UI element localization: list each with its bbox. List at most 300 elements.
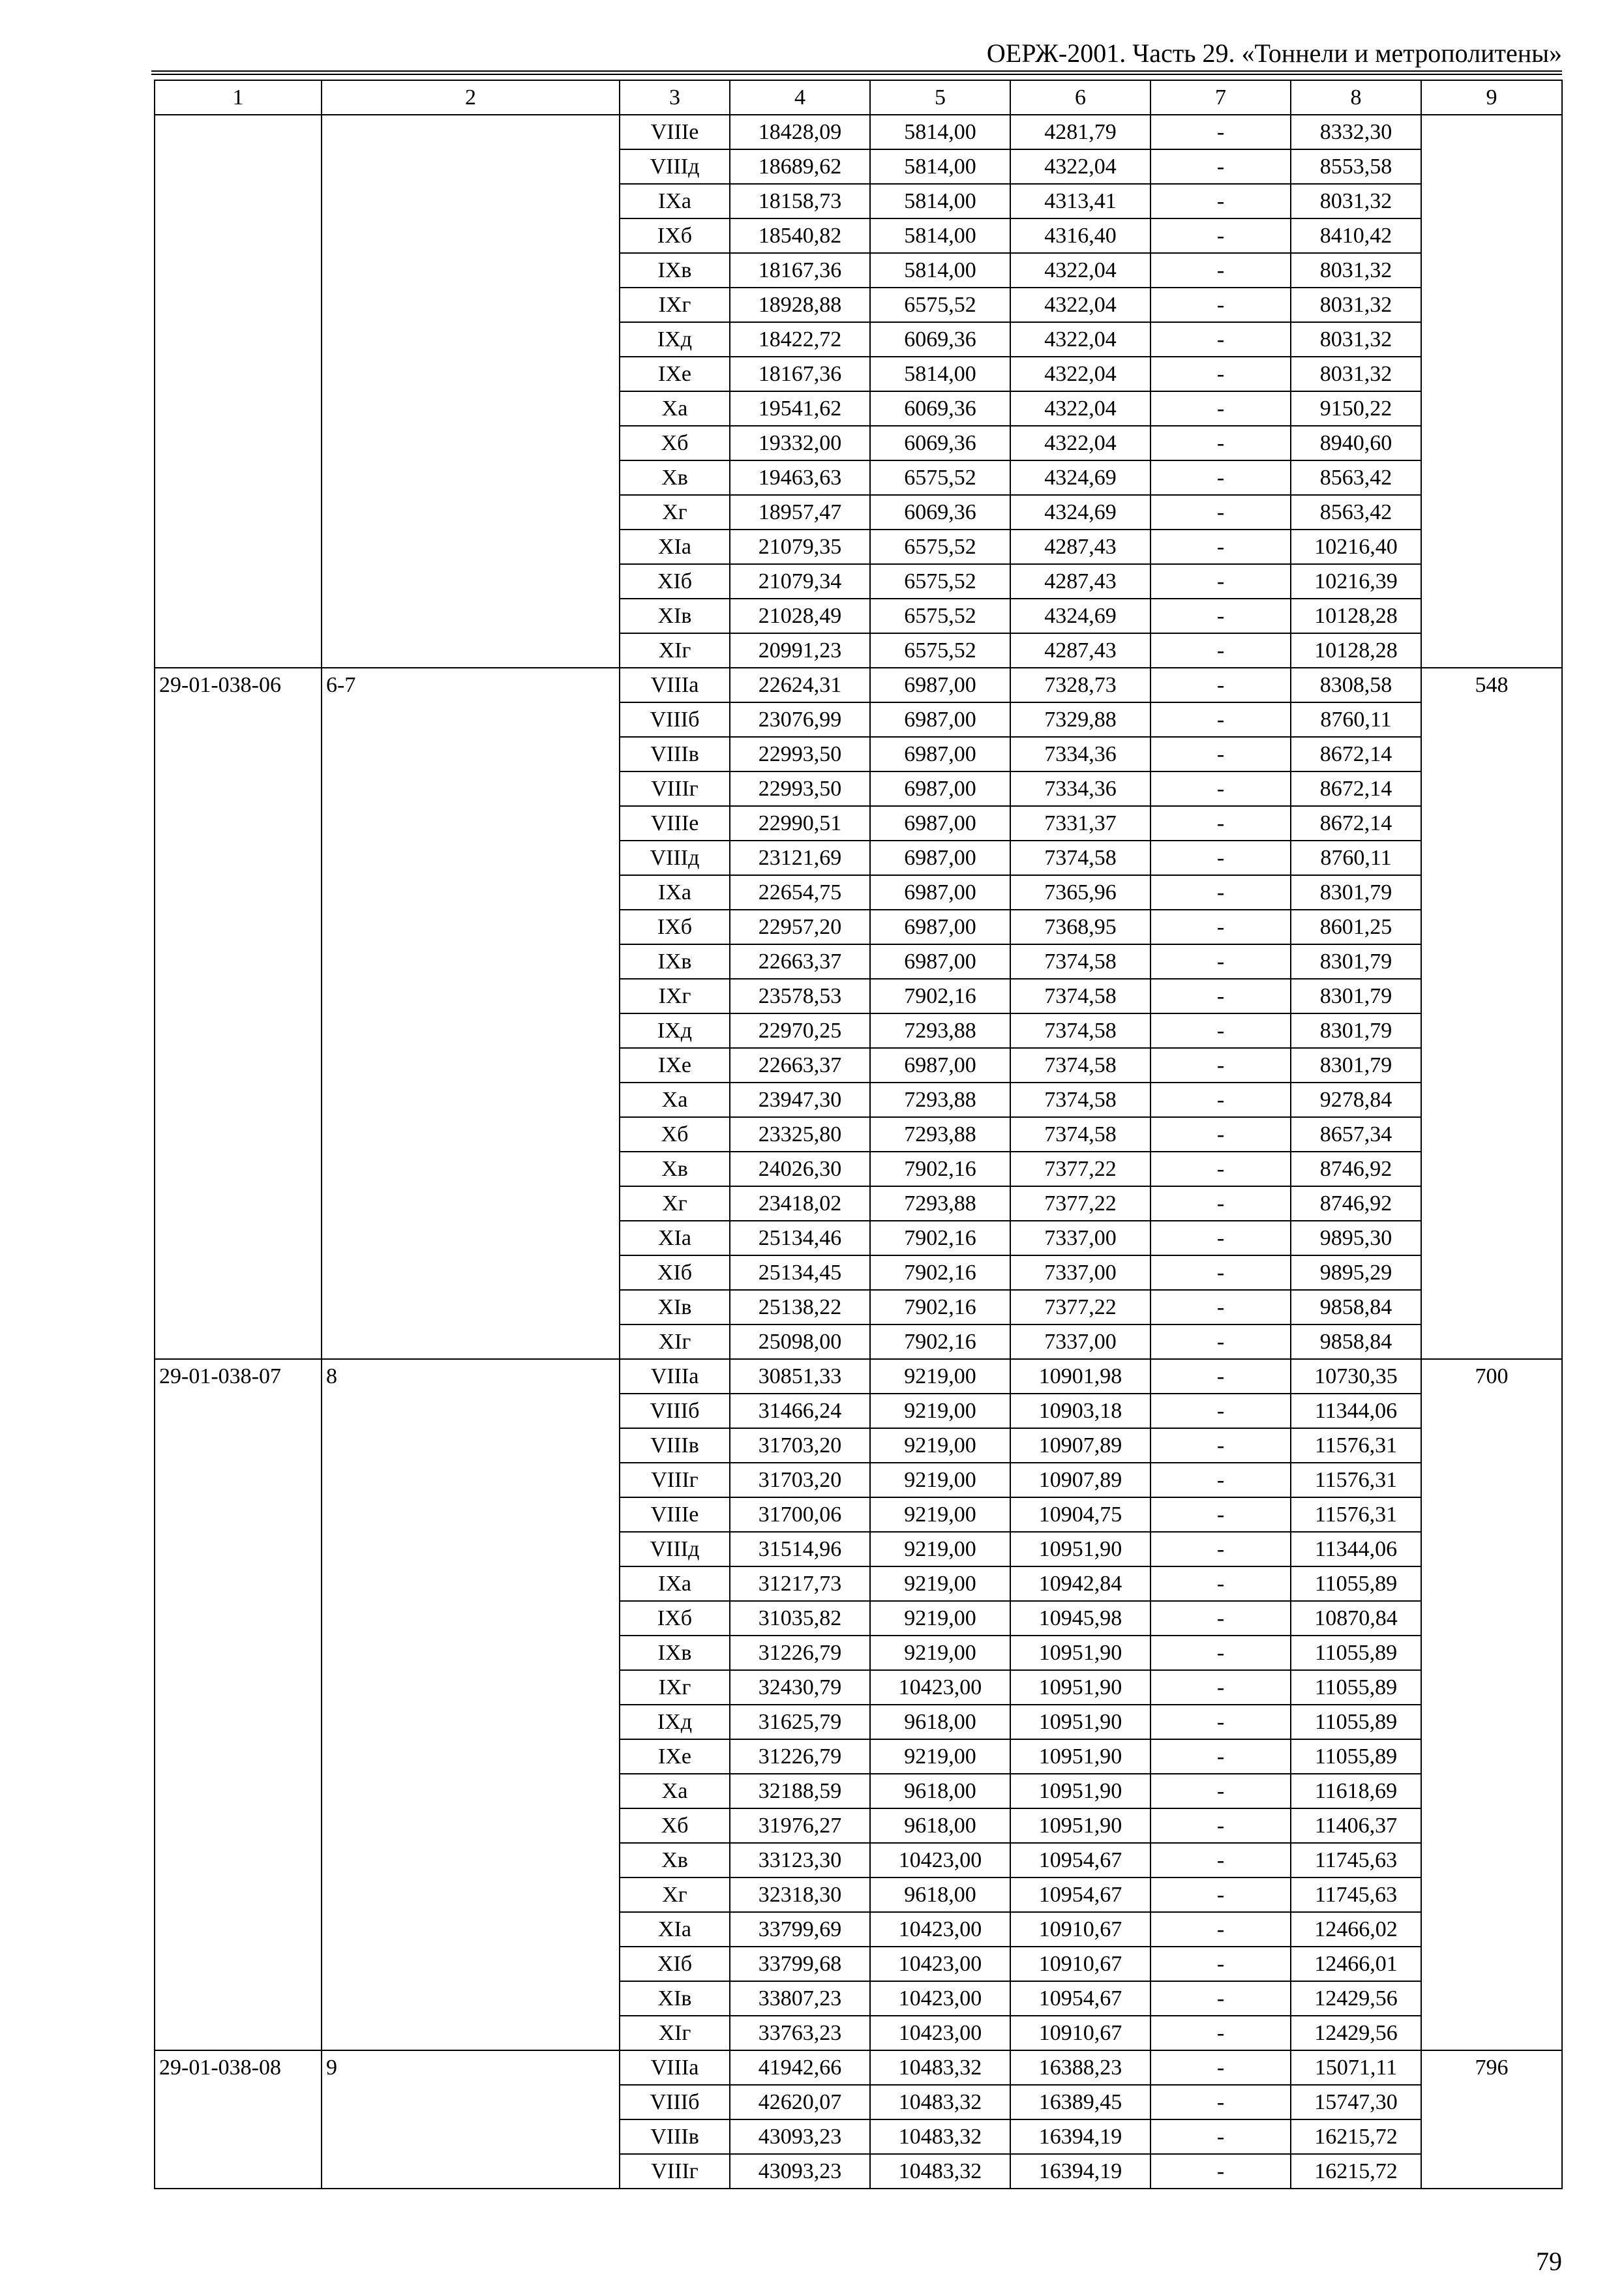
table-cell: 31217,73: [730, 1566, 870, 1601]
table-cell: 4322,04: [1010, 391, 1150, 426]
table-cell: 7902,16: [870, 1221, 1010, 1255]
table-cell: -: [1150, 1566, 1291, 1601]
table-cell: 32318,30: [730, 1878, 870, 1912]
table-cell: 6575,52: [870, 564, 1010, 599]
table-cell: 22993,50: [730, 737, 870, 771]
table-cell: 31514,96: [730, 1532, 870, 1566]
norm-code-cell: 29-01-038-08: [155, 2050, 322, 2189]
table-cell: 22970,25: [730, 1013, 870, 1048]
table-cell: 9219,00: [870, 1532, 1010, 1566]
table-cell: -: [1150, 2119, 1291, 2154]
table-cell: 18957,47: [730, 495, 870, 530]
table-cell: 7337,00: [1010, 1324, 1150, 1359]
table-cell: -: [1150, 1359, 1291, 1394]
table-cell: 23076,99: [730, 702, 870, 737]
table-cell: -: [1150, 1705, 1291, 1739]
table-cell: 8657,34: [1291, 1117, 1421, 1152]
table-cell: 7374,58: [1010, 944, 1150, 979]
table-cell: 7337,00: [1010, 1221, 1150, 1255]
table-cell: 6575,52: [870, 530, 1010, 564]
column-header: 4: [730, 80, 870, 115]
table-cell: 5814,00: [870, 253, 1010, 288]
table-cell: Ха: [620, 391, 730, 426]
table-cell: -: [1150, 357, 1291, 391]
table-cell: ХIг: [620, 1324, 730, 1359]
table-cell: 8301,79: [1291, 875, 1421, 910]
table-cell: 18167,36: [730, 253, 870, 288]
table-cell: 10951,90: [1010, 1808, 1150, 1843]
table-cell: 33763,23: [730, 2016, 870, 2050]
table-cell: 8031,32: [1291, 184, 1421, 218]
table-cell: 9150,22: [1291, 391, 1421, 426]
table-cell: 4322,04: [1010, 253, 1150, 288]
table-cell: 7329,88: [1010, 702, 1150, 737]
table-cell: Ха: [620, 1774, 730, 1808]
table-cell: -: [1150, 1324, 1291, 1359]
table-cell: 7331,37: [1010, 806, 1150, 841]
table-cell: -: [1150, 1636, 1291, 1670]
table-cell: 8301,79: [1291, 979, 1421, 1013]
table-cell: 21028,49: [730, 599, 870, 633]
table-cell: 25134,45: [730, 1255, 870, 1290]
table-cell: 18928,88: [730, 288, 870, 322]
table-cell: 16389,45: [1010, 2085, 1150, 2119]
table-cell: IХб: [620, 910, 730, 944]
norm-param-cell: 8: [322, 1359, 620, 2050]
table-cell: 22993,50: [730, 771, 870, 806]
table-cell: -: [1150, 149, 1291, 184]
table-cell: 16394,19: [1010, 2119, 1150, 2154]
table-cell: VIIIа: [620, 1359, 730, 1394]
table-cell: 6987,00: [870, 737, 1010, 771]
table-cell: 21079,35: [730, 530, 870, 564]
norm-code-cell: [155, 115, 322, 668]
table-cell: 7328,73: [1010, 668, 1150, 702]
table-cell: ХIв: [620, 1290, 730, 1324]
table-cell: 6987,00: [870, 806, 1010, 841]
table-cell: 7293,88: [870, 1083, 1010, 1117]
table-cell: 10904,75: [1010, 1497, 1150, 1532]
table-cell: 6987,00: [870, 771, 1010, 806]
table-cell: 5814,00: [870, 149, 1010, 184]
table-cell: VIIIа: [620, 2050, 730, 2085]
table-cell: -: [1150, 1497, 1291, 1532]
table-cell: 10907,89: [1010, 1463, 1150, 1497]
table-cell: 5814,00: [870, 115, 1010, 149]
table-cell: -: [1150, 979, 1291, 1013]
table-cell: 11055,89: [1291, 1705, 1421, 1739]
table-cell: 8031,32: [1291, 288, 1421, 322]
table-cell: 25098,00: [730, 1324, 870, 1359]
table-cell: ХIб: [620, 1255, 730, 1290]
table-cell: -: [1150, 1912, 1291, 1947]
table-cell: 10910,67: [1010, 2016, 1150, 2050]
column-header: 7: [1150, 80, 1291, 115]
table-cell: 6987,00: [870, 910, 1010, 944]
table-cell: 6069,36: [870, 426, 1010, 460]
table-cell: Хв: [620, 1152, 730, 1186]
table-cell: 10951,90: [1010, 1636, 1150, 1670]
table-cell: -: [1150, 530, 1291, 564]
table-cell: ХIв: [620, 599, 730, 633]
table-cell: -: [1150, 1878, 1291, 1912]
table-cell: -: [1150, 1290, 1291, 1324]
table-cell: -: [1150, 1117, 1291, 1152]
price-table: [154, 80, 1563, 2189]
table-cell: 32430,79: [730, 1670, 870, 1705]
table-cell: 8031,32: [1291, 357, 1421, 391]
table-cell: 9858,84: [1291, 1324, 1421, 1359]
table-cell: IХа: [620, 1566, 730, 1601]
table-cell: -: [1150, 288, 1291, 322]
column-header: 6: [1010, 80, 1150, 115]
table-cell: -: [1150, 1670, 1291, 1705]
table-cell: ХIа: [620, 1221, 730, 1255]
table-cell: 7374,58: [1010, 1117, 1150, 1152]
table-cell: 4322,04: [1010, 322, 1150, 357]
table-cell: 4316,40: [1010, 218, 1150, 253]
table-cell: 10951,90: [1010, 1670, 1150, 1705]
table-cell: 16388,23: [1010, 2050, 1150, 2085]
table-cell: -: [1150, 875, 1291, 910]
table-cell: 9219,00: [870, 1601, 1010, 1636]
table-cell: 10423,00: [870, 2016, 1010, 2050]
table-cell: IХг: [620, 979, 730, 1013]
table-cell: 9219,00: [870, 1739, 1010, 1774]
table-cell: 8301,79: [1291, 1048, 1421, 1083]
table-cell: -: [1150, 1947, 1291, 1981]
table-cell: 23121,69: [730, 841, 870, 875]
table-cell: VIIIв: [620, 2119, 730, 2154]
norm-code-cell: 29-01-038-07: [155, 1359, 322, 2050]
table-cell: IХб: [620, 218, 730, 253]
table-cell: 10951,90: [1010, 1774, 1150, 1808]
table-cell: -: [1150, 2154, 1291, 2189]
table-row: [155, 668, 1562, 702]
table-cell: 4287,43: [1010, 564, 1150, 599]
table-cell: 11406,37: [1291, 1808, 1421, 1843]
norm-param-cell: 6-7: [322, 668, 620, 1359]
table-cell: 22624,31: [730, 668, 870, 702]
table-cell: 6069,36: [870, 391, 1010, 426]
table-cell: 25134,46: [730, 1221, 870, 1255]
table-cell: 6987,00: [870, 841, 1010, 875]
table-cell: -: [1150, 1739, 1291, 1774]
table-cell: 6987,00: [870, 944, 1010, 979]
table-cell: 18689,62: [730, 149, 870, 184]
table-cell: 6575,52: [870, 288, 1010, 322]
table-cell: 8553,58: [1291, 149, 1421, 184]
table-cell: 10910,67: [1010, 1912, 1150, 1947]
table-cell: 8601,25: [1291, 910, 1421, 944]
table-cell: IХе: [620, 357, 730, 391]
table-cell: -: [1150, 253, 1291, 288]
table-cell: 31700,06: [730, 1497, 870, 1532]
table-cell: 10128,28: [1291, 599, 1421, 633]
table-cell: 33799,69: [730, 1912, 870, 1947]
table-cell: IХв: [620, 1636, 730, 1670]
table-row: [155, 2050, 1562, 2085]
table-cell: -: [1150, 806, 1291, 841]
table-cell: 18422,72: [730, 322, 870, 357]
table-cell: 7902,16: [870, 1255, 1010, 1290]
table-cell: 23947,30: [730, 1083, 870, 1117]
table-cell: 9219,00: [870, 1394, 1010, 1428]
table-cell: 11344,06: [1291, 1394, 1421, 1428]
table-cell: 12429,56: [1291, 1981, 1421, 2016]
table-cell: -: [1150, 1601, 1291, 1636]
column-header: 3: [620, 80, 730, 115]
table-row: [155, 1359, 1562, 1394]
table-cell: 7293,88: [870, 1117, 1010, 1152]
table-cell: 22990,51: [730, 806, 870, 841]
table-cell: 10945,98: [1010, 1601, 1150, 1636]
table-cell: 31226,79: [730, 1636, 870, 1670]
column-number-row: [155, 80, 1562, 115]
table-cell: Хв: [620, 460, 730, 495]
table-cell: IХг: [620, 1670, 730, 1705]
table-cell: 9219,00: [870, 1566, 1010, 1601]
table-cell: 7374,58: [1010, 1013, 1150, 1048]
table-cell: 7293,88: [870, 1186, 1010, 1221]
table-cell: 10954,67: [1010, 1981, 1150, 2016]
table-cell: 31703,20: [730, 1463, 870, 1497]
table-cell: 31625,79: [730, 1705, 870, 1739]
table-cell: 23418,02: [730, 1186, 870, 1221]
table-cell: ХIа: [620, 530, 730, 564]
table-cell: 8760,11: [1291, 841, 1421, 875]
table-cell: 4322,04: [1010, 426, 1150, 460]
table-cell: VIIIб: [620, 1394, 730, 1428]
table-cell: 11055,89: [1291, 1739, 1421, 1774]
table-cell: Хв: [620, 1843, 730, 1878]
table-cell: 32188,59: [730, 1774, 870, 1808]
table-cell: 8746,92: [1291, 1152, 1421, 1186]
table-cell: 18167,36: [730, 357, 870, 391]
table-cell: VIIIв: [620, 1428, 730, 1463]
table-cell: -: [1150, 460, 1291, 495]
table-cell: -: [1150, 1048, 1291, 1083]
norm-value-cell: 700: [1421, 1359, 1562, 2050]
table-cell: 24026,30: [730, 1152, 870, 1186]
table-cell: 9219,00: [870, 1636, 1010, 1670]
table-cell: 8672,14: [1291, 737, 1421, 771]
table-cell: 10901,98: [1010, 1359, 1150, 1394]
table-cell: 8332,30: [1291, 115, 1421, 149]
table-cell: 10903,18: [1010, 1394, 1150, 1428]
table-cell: -: [1150, 737, 1291, 771]
table-cell: -: [1150, 564, 1291, 599]
table-cell: -: [1150, 702, 1291, 737]
table-cell: 4281,79: [1010, 115, 1150, 149]
table-cell: 18428,09: [730, 115, 870, 149]
table-cell: 20991,23: [730, 633, 870, 668]
table-cell: 7377,22: [1010, 1186, 1150, 1221]
table-cell: Хг: [620, 495, 730, 530]
table-cell: 7337,00: [1010, 1255, 1150, 1290]
table-cell: -: [1150, 218, 1291, 253]
table-cell: 6069,36: [870, 495, 1010, 530]
table-cell: 9219,00: [870, 1359, 1010, 1394]
norm-param-cell: [322, 115, 620, 668]
table-cell: 23325,80: [730, 1117, 870, 1152]
table-cell: 10423,00: [870, 1947, 1010, 1981]
table-cell: 6987,00: [870, 668, 1010, 702]
table-cell: 11055,89: [1291, 1670, 1421, 1705]
table-cell: 41942,66: [730, 2050, 870, 2085]
table-cell: VIIIе: [620, 806, 730, 841]
table-cell: 4287,43: [1010, 530, 1150, 564]
table-cell: -: [1150, 1152, 1291, 1186]
table-cell: -: [1150, 391, 1291, 426]
table-cell: 22957,20: [730, 910, 870, 944]
table-cell: 9858,84: [1291, 1290, 1421, 1324]
table-cell: IХа: [620, 184, 730, 218]
table-cell: 10951,90: [1010, 1532, 1150, 1566]
table-cell: 10951,90: [1010, 1705, 1150, 1739]
table-cell: 11576,31: [1291, 1463, 1421, 1497]
table-cell: 4287,43: [1010, 633, 1150, 668]
table-cell: -: [1150, 1843, 1291, 1878]
table-cell: VIIIб: [620, 2085, 730, 2119]
table-cell: 7374,58: [1010, 841, 1150, 875]
table-cell: ХIг: [620, 2016, 730, 2050]
table-cell: 7374,58: [1010, 1083, 1150, 1117]
table-cell: 8940,60: [1291, 426, 1421, 460]
table-cell: 6987,00: [870, 875, 1010, 910]
table-cell: VIIIе: [620, 1497, 730, 1532]
table-cell: 11745,63: [1291, 1878, 1421, 1912]
table-cell: 8760,11: [1291, 702, 1421, 737]
table-cell: 6575,52: [870, 460, 1010, 495]
table-cell: ХIб: [620, 1947, 730, 1981]
table-cell: 10423,00: [870, 1981, 1010, 2016]
table-cell: 10483,32: [870, 2085, 1010, 2119]
table-cell: -: [1150, 322, 1291, 357]
table-cell: 25138,22: [730, 1290, 870, 1324]
table-cell: 31035,82: [730, 1601, 870, 1636]
table-cell: 8410,42: [1291, 218, 1421, 253]
table-cell: 15071,11: [1291, 2050, 1421, 2085]
table-cell: 4322,04: [1010, 288, 1150, 322]
table-cell: 9895,30: [1291, 1221, 1421, 1255]
table-cell: -: [1150, 115, 1291, 149]
table-cell: 22654,75: [730, 875, 870, 910]
table-cell: 7902,16: [870, 1152, 1010, 1186]
table-cell: -: [1150, 1013, 1291, 1048]
table-cell: 6987,00: [870, 1048, 1010, 1083]
table-cell: 10483,32: [870, 2050, 1010, 2085]
table-cell: -: [1150, 2050, 1291, 2085]
table-cell: 5814,00: [870, 357, 1010, 391]
table-cell: 16215,72: [1291, 2154, 1421, 2189]
table-cell: 31703,20: [730, 1428, 870, 1463]
table-cell: 10423,00: [870, 1670, 1010, 1705]
table-cell: 10954,67: [1010, 1878, 1150, 1912]
table-cell: VIIIв: [620, 737, 730, 771]
table-cell: -: [1150, 910, 1291, 944]
table-cell: 7334,36: [1010, 771, 1150, 806]
table-cell: 7368,95: [1010, 910, 1150, 944]
table-cell: 9219,00: [870, 1428, 1010, 1463]
column-header: 1: [155, 80, 322, 115]
table-cell: Хб: [620, 426, 730, 460]
table-cell: 21079,34: [730, 564, 870, 599]
table-cell: 31976,27: [730, 1808, 870, 1843]
table-cell: 10942,84: [1010, 1566, 1150, 1601]
table-cell: 9219,00: [870, 1463, 1010, 1497]
table-cell: 33123,30: [730, 1843, 870, 1878]
table-cell: IХв: [620, 944, 730, 979]
table-cell: ХIг: [620, 633, 730, 668]
table-cell: VIIIг: [620, 1463, 730, 1497]
table-cell: 10907,89: [1010, 1428, 1150, 1463]
table-cell: 19463,63: [730, 460, 870, 495]
table-cell: IХд: [620, 322, 730, 357]
table-cell: -: [1150, 1221, 1291, 1255]
table-cell: 10423,00: [870, 1912, 1010, 1947]
table-cell: 9219,00: [870, 1497, 1010, 1532]
table-cell: 11576,31: [1291, 1428, 1421, 1463]
norm-value-cell: 796: [1421, 2050, 1562, 2189]
table-cell: -: [1150, 184, 1291, 218]
table-cell: 22663,37: [730, 944, 870, 979]
column-header: 2: [322, 80, 620, 115]
norm-value-cell: 548: [1421, 668, 1562, 1359]
table-cell: 7902,16: [870, 1290, 1010, 1324]
table-cell: 6575,52: [870, 633, 1010, 668]
table-cell: 7374,58: [1010, 979, 1150, 1013]
table-cell: 23578,53: [730, 979, 870, 1013]
table-cell: 6069,36: [870, 322, 1010, 357]
table-cell: 8031,32: [1291, 322, 1421, 357]
table-cell: 7377,22: [1010, 1152, 1150, 1186]
table-cell: 10483,32: [870, 2119, 1010, 2154]
table-cell: VIIIа: [620, 668, 730, 702]
table-cell: 9278,84: [1291, 1083, 1421, 1117]
table-cell: 10951,90: [1010, 1739, 1150, 1774]
table-cell: 4324,69: [1010, 599, 1150, 633]
table-cell: Ха: [620, 1083, 730, 1117]
table-cell: VIIIд: [620, 1532, 730, 1566]
table-cell: VIIIд: [620, 149, 730, 184]
table-cell: 10870,84: [1291, 1601, 1421, 1636]
table-cell: -: [1150, 426, 1291, 460]
table-cell: 8746,92: [1291, 1186, 1421, 1221]
table-cell: 9895,29: [1291, 1255, 1421, 1290]
table-cell: IХб: [620, 1601, 730, 1636]
column-header: 5: [870, 80, 1010, 115]
table-cell: 31226,79: [730, 1739, 870, 1774]
table-cell: 8308,58: [1291, 668, 1421, 702]
column-header: 8: [1291, 80, 1421, 115]
table-cell: 11618,69: [1291, 1774, 1421, 1808]
table-cell: 8672,14: [1291, 771, 1421, 806]
table-cell: 4313,41: [1010, 184, 1150, 218]
table-cell: 9618,00: [870, 1808, 1010, 1843]
table-cell: 11055,89: [1291, 1566, 1421, 1601]
table-cell: 19332,00: [730, 426, 870, 460]
table-cell: 6987,00: [870, 702, 1010, 737]
table-row: [155, 115, 1562, 149]
table-cell: 5814,00: [870, 184, 1010, 218]
table-cell: IХе: [620, 1048, 730, 1083]
table-cell: -: [1150, 1774, 1291, 1808]
table-cell: -: [1150, 495, 1291, 530]
table-cell: Хг: [620, 1878, 730, 1912]
table-cell: -: [1150, 1394, 1291, 1428]
table-cell: 6575,52: [870, 599, 1010, 633]
